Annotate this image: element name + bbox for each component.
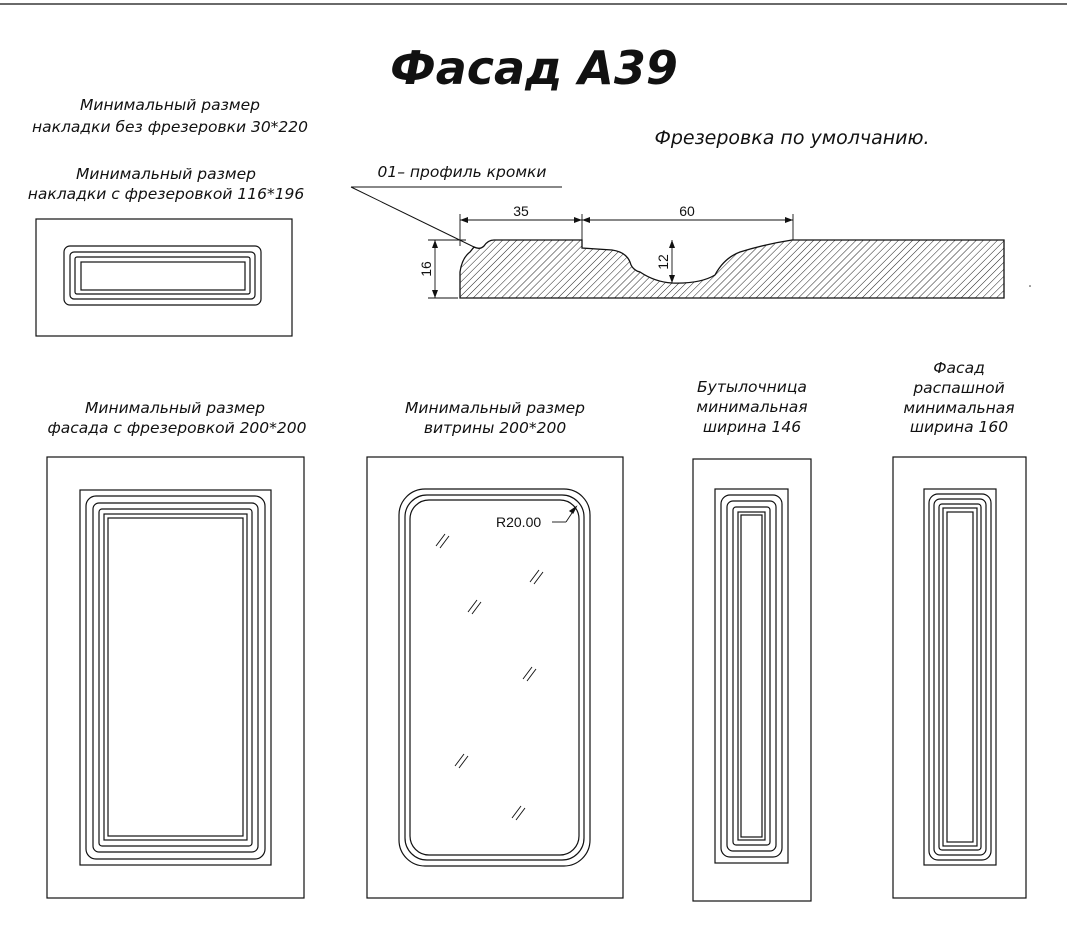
dim-12: 12 [655, 254, 671, 270]
panel-swing-facade [893, 457, 1026, 898]
panel4-caption-line4: ширина 160 [909, 418, 1009, 436]
panel2-caption-line2: витрины 200*200 [423, 419, 567, 437]
radius-label: R20.00 [496, 514, 542, 530]
default-milling-subtitle: Фрезеровка по умолчанию. [654, 127, 930, 149]
panel2-caption-line1: Минимальный размер [405, 399, 585, 417]
panel3-caption-line3: ширина 146 [702, 418, 802, 436]
panel3-caption-line1: Бутылочница [697, 378, 807, 396]
profile-callout-label: 01– профиль кромки [377, 163, 547, 181]
note-no-milling-line1: Минимальный размер [80, 96, 260, 114]
panel4-caption-line1: Фасад [933, 359, 985, 377]
note-with-milling-line1: Минимальный размер [76, 165, 256, 183]
panel1-caption-line2: фасада с фрезеровкой 200*200 [47, 419, 307, 437]
panel4-caption-line3: минимальная [903, 399, 1015, 417]
panel4-caption-line2: распашной [913, 379, 1005, 397]
dim-16: 16 [418, 261, 434, 277]
dim-60: 60 [679, 203, 695, 219]
profile-callout [351, 163, 562, 247]
panel1-caption-line1: Минимальный размер [85, 399, 265, 417]
edge-profile-section [418, 203, 1031, 298]
panel-facade-milling [47, 457, 304, 898]
dim-35: 35 [513, 203, 529, 219]
note-no-milling-line2: накладки без фрезеровки 30*220 [31, 118, 309, 136]
panel-bottle-holder [693, 459, 811, 901]
panel-showcase [367, 457, 623, 898]
overlay-with-milling-drawing [36, 219, 292, 336]
note-with-milling-line2: накладки с фрезеровкой 116*196 [27, 185, 305, 203]
page-title: Фасад А39 [390, 41, 678, 95]
panel3-caption-line2: минимальная [696, 398, 808, 416]
